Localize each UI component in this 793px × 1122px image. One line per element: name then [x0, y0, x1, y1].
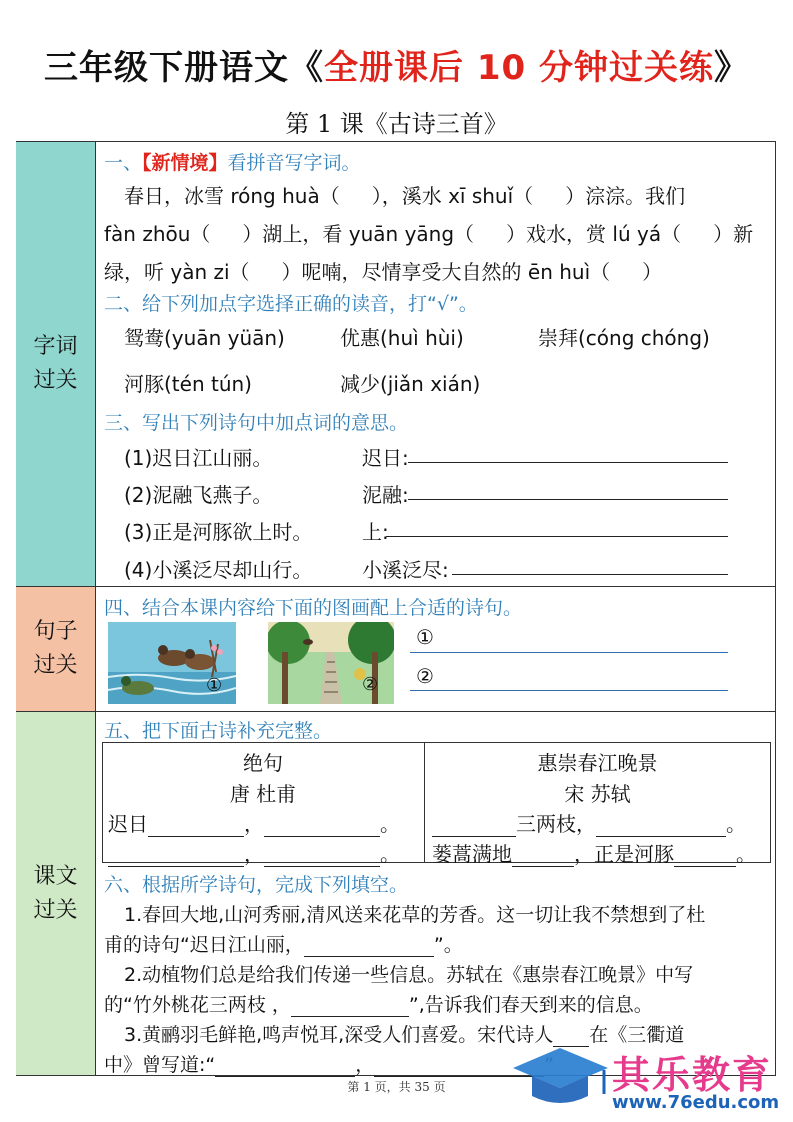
- fill-question-3-cont: 中》曾写道:“ ，: [104, 1050, 554, 1077]
- meaning-label: 迟日:: [362, 446, 409, 470]
- pinyin-line-1: 春日，冰雪 róng huà（ ），溪水 xī shuǐ（ ）淙淙。我们: [124, 184, 686, 208]
- section-4-title: 四、结合本课内容给下面的图画配上合适的诗句。: [104, 597, 523, 619]
- pinyin-line-2: fàn zhōu（ ）湖上，看 yuān yāng（ ）戏水，赏 lú yá（ ）新: [104, 222, 754, 246]
- fill-question-1-cont: 甫的诗句“迟日江山丽， ”。: [104, 934, 463, 956]
- document-title: 三年级下册语文《全册课后 10 分钟过关练》: [44, 48, 749, 88]
- meaning-question: (1)迟日江山丽。: [124, 446, 273, 470]
- picture-mark-1: ①: [206, 675, 223, 696]
- answer-line[interactable]: [452, 574, 728, 575]
- side-label-kewen: 课文 过关: [16, 712, 96, 1075]
- section-3-title: 三、写出下列诗句中加点词的意思。: [104, 412, 409, 434]
- fill-question-2-cont: 的“竹外桃花三两枝 ， ”,告诉我们春天到来的信息。: [104, 994, 653, 1016]
- answer-line[interactable]: [386, 536, 728, 537]
- side-label-ciyu: 字词 过关: [16, 142, 96, 586]
- poem-1-line-1: 迟日 ， 。: [108, 812, 400, 836]
- watermark-url: www.76edu.com: [612, 1092, 780, 1113]
- reading-item: 崇拜(cóng chóng): [538, 326, 710, 350]
- fill-question-3: 3.黄鹂羽毛鲜艳,鸣声悦耳,深受人们喜爱。宋代诗人 在《三衢道: [124, 1024, 685, 1046]
- fill-question-2: 2.动植物们总是给我们传递一些信息。苏轼在《惠崇春江晚景》中写: [124, 964, 694, 986]
- divider: [16, 711, 776, 712]
- answer-line[interactable]: [408, 499, 728, 500]
- poem-2-title: 惠崇春江晚景: [537, 751, 658, 775]
- ducks-picture: [108, 622, 236, 704]
- reading-item: 河豚(tén tún): [124, 372, 252, 396]
- meaning-question: (3)正是河豚欲上时。: [124, 520, 313, 544]
- divider: [16, 586, 776, 587]
- meaning-question: (4)小溪泛尽却山行。: [124, 558, 313, 582]
- answer-mark-1: ①: [416, 625, 434, 649]
- poem-1-title: 绝句: [243, 751, 283, 775]
- side-label-juzi: 句子 过关: [16, 587, 96, 711]
- poem-2-line-2: 蒌蒿满地 ，正是河豚 。: [432, 842, 756, 866]
- answer-line[interactable]: [410, 690, 728, 691]
- poem-2-author: 宋 苏轼: [564, 782, 631, 806]
- section-6-title: 六、根据所学诗句，完成下列填空。: [104, 874, 409, 896]
- lesson-subtitle: 第 1 课《古诗三首》: [285, 110, 508, 138]
- answer-line[interactable]: [408, 462, 728, 463]
- poem-1-author: 唐 杜甫: [229, 782, 297, 806]
- poem-1-line-2: ， 。: [108, 838, 400, 867]
- section-2-title: 二、给下列加点字选择正确的读音，打“√”。: [104, 293, 478, 315]
- watermark-brand: 其乐教育: [612, 1053, 773, 1097]
- answer-line[interactable]: [410, 652, 728, 653]
- pinyin-line-3: 绿，听 yàn zi（ ）呢喃，尽情享受大自然的 ēn huì（ ）: [104, 260, 663, 284]
- meaning-label: 泥融:: [362, 483, 409, 507]
- reading-item: 鸳鸯(yuān yüān): [124, 326, 285, 350]
- answer-mark-2: ②: [416, 664, 434, 688]
- meaning-label: 上:: [362, 520, 389, 544]
- poem-2-line-1: 三两枝， 。: [432, 808, 746, 837]
- fill-question-1: 1.春回大地,山河秀丽,清风送来花草的芳香。这一切让我不禁想到了杜: [124, 904, 706, 926]
- section-5-title: 五、把下面古诗补充完整。: [104, 720, 333, 742]
- picture-mark-2: ②: [362, 674, 379, 695]
- section-1-title: 一、【新情境】看拼音写字词。: [104, 152, 361, 174]
- reading-item: 优惠(huì hùi): [340, 326, 464, 350]
- reading-item: 减少(jiǎn xián): [340, 372, 481, 396]
- page-footer: 第 1 页，共 35 页: [347, 1080, 446, 1094]
- mountain-path-picture: [268, 622, 394, 704]
- meaning-question: (2)泥融飞燕子。: [124, 483, 273, 507]
- meaning-label: 小溪泛尽:: [362, 558, 449, 582]
